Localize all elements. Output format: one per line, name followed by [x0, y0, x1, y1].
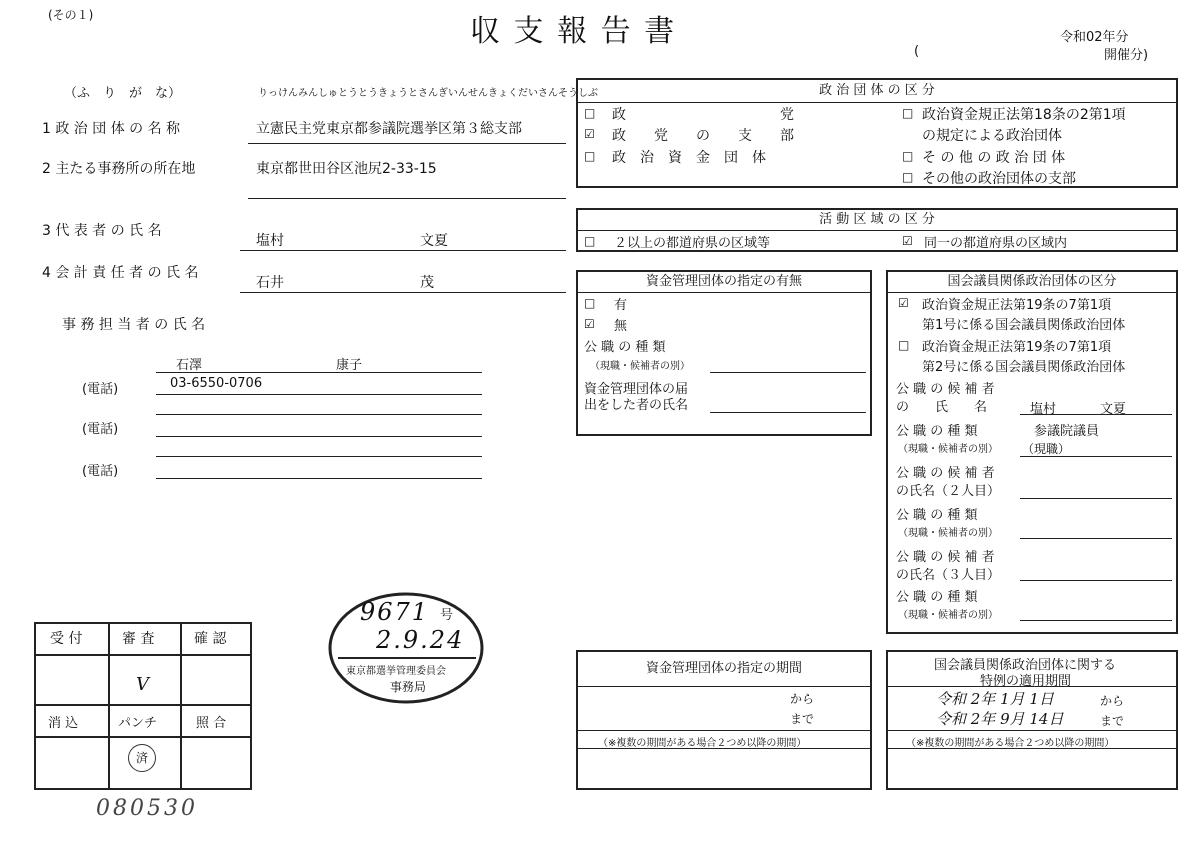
divider [180, 622, 182, 790]
checkbox-diet-2[interactable]: □ [898, 338, 910, 352]
diet-period-to: まで [1100, 714, 1125, 728]
stamp-org-2: 事務局 [390, 680, 427, 694]
staff-surname: 石澤 [176, 358, 203, 373]
checkbox-other-org[interactable]: □ [902, 149, 914, 163]
checkbox-single-prefecture[interactable]: ☑ [902, 234, 913, 248]
org-name-label: 1 政 治 団 体 の 名 称 [42, 121, 181, 137]
checkbox-multi-prefecture[interactable]: □ [584, 234, 596, 248]
kind2-label: 公 職 の 種 類 [896, 508, 978, 523]
option-art18-b: の規定による政治団体 [922, 128, 1062, 144]
page-label: (その１) [48, 8, 94, 22]
open-label: 開催分) [1104, 48, 1149, 63]
underline [156, 414, 482, 415]
receipt-r2c2: パンチ [118, 716, 158, 731]
receipt-h2: 審 査 [122, 631, 155, 647]
underline [1020, 538, 1172, 539]
receipt-seal: 済 [128, 744, 156, 772]
divider [888, 730, 1176, 731]
diet-opt1-b: 第1号に係る国会議員関係政治団体 [922, 318, 1126, 333]
checkbox-fund-no[interactable]: ☑ [584, 317, 595, 331]
kind1-value: 参議院議員 [1034, 424, 1100, 439]
option-other-branch: その他の政治団体の支部 [922, 171, 1076, 187]
office-label: 2 主たる事務所の所在地 [42, 161, 196, 177]
cand2-label-2: の氏名（２人目） [896, 484, 1001, 499]
underline [156, 372, 482, 373]
underline [156, 478, 482, 479]
divider [888, 748, 1176, 749]
checkbox-fund-org[interactable]: □ [584, 149, 596, 163]
diet-opt2-b: 第2号に係る国会議員関係政治団体 [922, 360, 1126, 375]
option-fund-yes: 有 [614, 298, 628, 313]
phone-label-2: (電話) [82, 422, 119, 437]
phone-label: (電話) [82, 382, 119, 397]
diet-period-from-date: 令和 2年 1月 1日 [936, 690, 1054, 708]
phone-value: 03-6550-0706 [170, 376, 263, 391]
kind1-status: （現職） [1022, 442, 1071, 456]
cand3-label-1: 公 職 の 候 補 者 [896, 550, 995, 565]
option-party: 政 党 [612, 107, 794, 123]
accountant-surname: 石井 [256, 275, 284, 291]
fund-notify-label-2: 出をした者の氏名 [584, 398, 689, 413]
divider [108, 622, 110, 790]
underline [1020, 580, 1172, 581]
representative-surname: 塩村 [256, 233, 284, 249]
checkbox-fund-yes[interactable]: □ [584, 296, 596, 310]
open-paren: ( [914, 44, 920, 59]
underline [156, 394, 482, 395]
divider [578, 730, 870, 731]
fund-mgmt-title: 資金管理団体の指定の有無 [578, 272, 870, 293]
stamp-number: 9671 [360, 598, 430, 626]
option-party-branch: 政 党 の 支 部 [612, 128, 794, 144]
divider [34, 736, 252, 738]
underline [710, 372, 866, 373]
checkbox-diet-1[interactable]: ☑ [898, 296, 909, 310]
kind1-label: 公 職 の 種 類 [896, 424, 978, 439]
diet-opt1-a: 政治資金規正法第19条の7第1項 [922, 298, 1112, 313]
page-title: 収 支 報 告 書 [470, 14, 677, 49]
fund-kind-sub: （現職・候補者の別） [590, 361, 690, 372]
underline [710, 412, 866, 413]
staff-given: 康子 [336, 358, 363, 373]
receipt-r2c1: 消 込 [48, 716, 79, 731]
stamp-org: 東京都選挙管理委員会 [346, 666, 446, 677]
underline [248, 143, 566, 144]
org-name-value: 立憲民主党東京都参議院選挙区第３総支部 [256, 121, 522, 137]
kind3-sub: （現職・候補者の別） [898, 610, 998, 621]
receipt-h3: 確 認 [194, 631, 227, 647]
accountant-label: 4 会 計 責 任 者 の 氏 名 [42, 265, 199, 281]
furigana-value: りっけんみんしゅとうとうきょうとさんぎいんせんきょくだいさんそうしぶ [258, 88, 598, 99]
checkbox-other-branch[interactable]: □ [902, 170, 914, 184]
stamp-date: 2.9.24 [376, 626, 465, 654]
diet-period-from: から [1100, 694, 1125, 708]
fund-period-from: から [790, 692, 815, 706]
divider [578, 748, 870, 749]
underline [240, 250, 566, 251]
fund-period-title: 資金管理団体の指定の期間 [578, 652, 870, 687]
cand3-label-2: の氏名（３人目） [896, 568, 1001, 583]
cand1-surname: 塩村 [1030, 402, 1057, 417]
receipt-r2c3: 照 合 [196, 716, 227, 731]
receipt-h1: 受 付 [50, 631, 83, 647]
cand1-given: 文夏 [1100, 402, 1127, 417]
diet-opt2-a: 政治資金規正法第19条の7第1項 [922, 340, 1112, 355]
fund-notify-label-1: 資金管理団体の届 [584, 382, 689, 397]
divider [34, 704, 252, 706]
representative-label: 3 代 表 者 の 氏 名 [42, 223, 162, 239]
phone-label-3: (電話) [82, 464, 119, 479]
representative-given: 文夏 [420, 233, 448, 249]
staff-label: 事 務 担 当 者 の 氏 名 [62, 317, 206, 333]
fund-period-box [576, 650, 872, 790]
diet-type-title: 国会議員関係政治団体の区分 [888, 272, 1176, 293]
office-value: 東京都世田谷区池尻2-33-15 [256, 161, 437, 177]
stamp-number-suffix: 号 [440, 608, 454, 623]
underline [240, 292, 566, 293]
diet-period-note: （※複数の期間がある場合２つめ以降の期間） [906, 738, 1115, 749]
kind1-sub: （現職・候補者の別） [898, 444, 998, 455]
option-single-prefecture: 同一の都道府県の区域内 [924, 236, 1068, 251]
underline [156, 456, 482, 457]
fund-period-to: まで [790, 712, 815, 726]
divider [34, 654, 252, 656]
org-type-title: 政 治 団 体 の 区 分 [578, 80, 1176, 103]
kind2-sub: （現職・候補者の別） [898, 528, 998, 539]
underline [156, 436, 482, 437]
checkbox-art18[interactable]: □ [902, 106, 914, 120]
cand2-label-1: 公 職 の 候 補 者 [896, 466, 995, 481]
report-year: 令和02年分 [1060, 30, 1129, 45]
receipt-check-mark: V [136, 674, 149, 695]
underline [1020, 498, 1172, 499]
checkbox-party[interactable]: □ [584, 106, 596, 120]
fund-kind-label: 公 職 の 種 類 [584, 340, 666, 355]
area-title: 活 動 区 域 の 区 分 [578, 210, 1176, 231]
underline [248, 198, 566, 199]
underline [1020, 456, 1172, 457]
diet-period-title-1: 国会議員関係政治団体に関する [934, 658, 1117, 673]
option-fund-no: 無 [614, 319, 628, 334]
accountant-given: 茂 [420, 275, 434, 291]
diet-period-to-date: 令和 2年 9月 14日 [936, 710, 1064, 728]
underline [1020, 620, 1172, 621]
option-art18: 政治資金規正法第18条の2第1項 [922, 107, 1126, 123]
option-other-org: そ の 他 の 政 治 団 体 [922, 150, 1066, 166]
kind3-label: 公 職 の 種 類 [896, 590, 978, 605]
diet-period-title-2: 特例の適用期間 [980, 674, 1072, 689]
option-multi-prefecture: ２以上の都道府県の区域等 [614, 236, 771, 251]
cand1-label-2: の 氏 名 [896, 400, 988, 415]
footer-number: 080530 [96, 796, 198, 821]
checkbox-party-branch[interactable]: ☑ [584, 127, 595, 141]
furigana-label: （ふ り が な） [64, 86, 182, 101]
underline [1020, 414, 1172, 415]
option-fund-org: 政 治 資 金 団 体 [612, 150, 766, 166]
fund-period-note: （※複数の期間がある場合２つめ以降の期間） [598, 738, 807, 749]
cand1-label-1: 公 職 の 候 補 者 [896, 382, 995, 397]
